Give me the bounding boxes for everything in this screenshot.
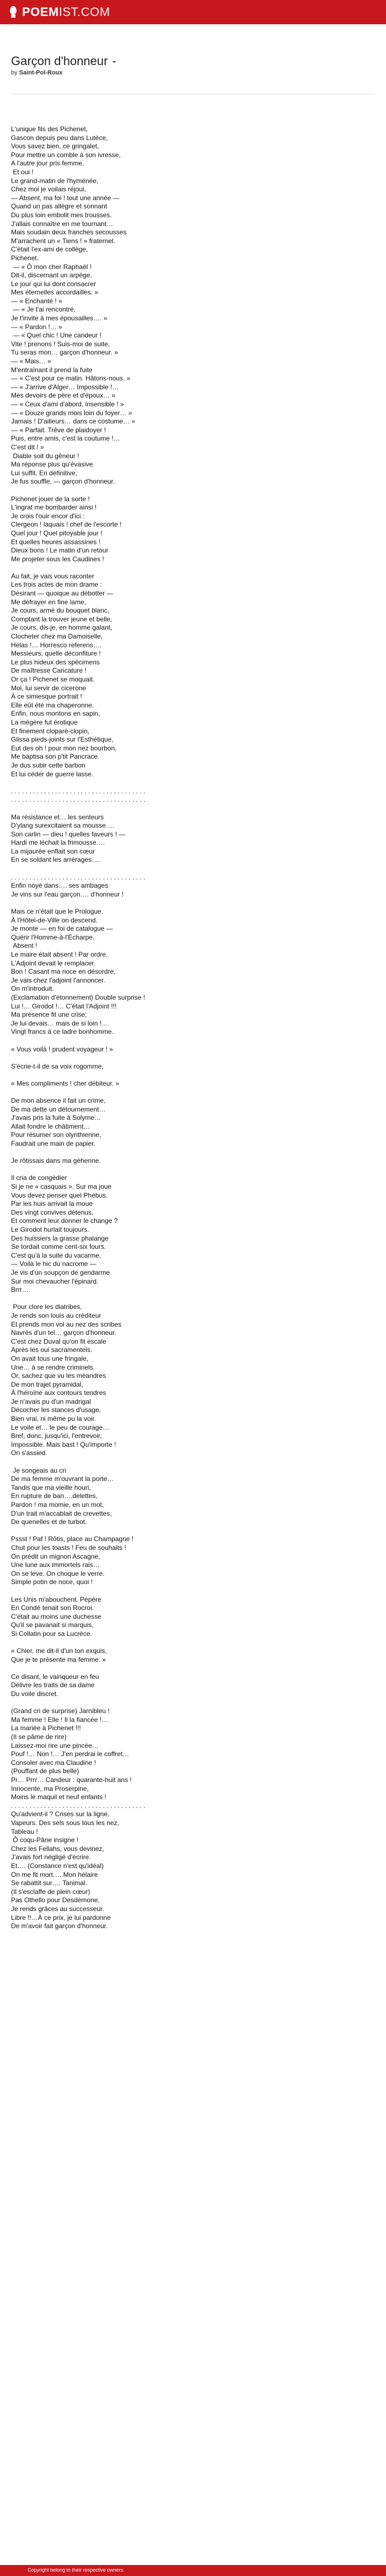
poem-stanza: Pichenet jouer de la sorte ! L'ingrat me bombarder ainsi ! Je crois l'ouir encor d'ici : Clergeon ! laquais ! chef de l'escorte ! Quel jour ! Quel pitoyable jour ! Et quelles heures assassines ! Dieux bons ! Le matin d'un retour Me projeter sous les Caudines ! bbox=[11, 495, 122, 563]
title-dash: - bbox=[112, 54, 116, 68]
poem-stanza: Je songeais au cri De ma femme m'ouvrant la porte… Tandis que ma vieille houri, En rupture de ban….delettes, Pardon ! ma momie, en un mot, D'un trait m'accablait de crevettes, De quenelles et de turbot. bbox=[11, 1466, 114, 1526]
logo-text bbox=[22, 5, 110, 19]
pen-nib-icon bbox=[8, 6, 19, 19]
logo-text-light: IST.COM bbox=[58, 5, 110, 19]
poem-stanza: . . . . . . . . . . . . . . . . . . . . . . . . . . . . . . . . . . . . . . . . . . . . . . . . . . . . . . . . . . . . . . . . . . . . . . . . . . bbox=[11, 787, 146, 804]
title-row bbox=[11, 54, 375, 68]
poem-stanza: Les Unis m'abouchent. Pépère En Condé tenait son Rocroi. C'était au moins une duchesse Qu'il se pavanait si marquis, Si Collatin pour sa Lucrèce. bbox=[11, 1595, 101, 1638]
copyright-text: Copyright belong to their respective owners bbox=[28, 2567, 124, 2573]
poem-stanza: Au fait, je vais vous raconter Les trois actes de mon drame : Désirant — quoique au débotter — Me défrayer en fine lame, Je cours, armé du bouquet blanc, Comptant la trouver jeune et belle, Je cours, dis-je, en homme galant, Clocheter chez ma Damoiselle, Hélas !… Horresco referens…. Messieurs, quelle déconfiture ! Le plus hideux des spécimens De maîtresse Caricature ! Or ça ! Pichenet se moquait. Moi, lui servir de cicerone À ce simiesque portrait ! Elle eût été ma chaperonne. Enfin, nous montons en sapin, La mégère fut érotique Et finement cloparé-clopin, Glissa pieds-joints sur l'Esthétique, Eut des oh ! pour mon nez bourbon, Me baptisa son p'tit Pancrace. Je dus subir cette barbon Et lui céder de guerre lasse. bbox=[11, 572, 117, 778]
site-logo[interactable] bbox=[8, 5, 110, 19]
poem-stanza: Mais ce n'était que le Prologue. À l'Hôtel-de-Ville on descend. Je monte — en foi de catalogue — Quérir l'Homme-à-l'Écharpe. Absent ! Le maire était absent ! Par ordre, L'Adjoint devait le remplacer. Bon ! Casant ma noce en désordre, Je vais chez l'adjoint l'annoncer. On m'introduit. (Exclamation d'étonnement) Double surprise ! Lui !… Girodot !… C'était l'Adjoint !!! Ma présence fit une crise; Je lui devais… mais de si loin !… Vingt francs à ce ladre bonhomme. bbox=[11, 908, 146, 1036]
poem-stanza: . . . . . . . . . . . . . . . . . . . . . . . . . . . . . . . . . . . . . Enfin noyé dans…. ses ambages Je vins sur l'eau garçon…. d'honneur ! bbox=[11, 873, 146, 898]
poem-stanza: Pour clore les diatribes, Je rends son louis au créditeur Et prends mon vol au nez des scribes Navrés d'un tel… garçon d'honneur. C'est chez Duval qu'on fit escale Après les oui sacramentels. On avait tous une fringale, Une… à se rendre criminels. Or, sachez que vu les méandres De mon trajet pyramidal, À l'héroïne aux contours tendres Je n'avais pu d'un madrigal Décocher les stances d'usage. Bien vrai, ni même pu la voir. Le voile et… le peu de courage… Bref, donc, jusqu'ici, l'entrevoir, Impossible. Mais bast ! Qu'importe ! On s'assied. bbox=[11, 1303, 122, 1457]
poem-stanza: Ma résistance et… les senteurs D'ylang surexcitaient sa mousse…. Son carlin — dieu ! quelles faveurs ! — Hardi me léchait la frimousse…. La mijaurée enflait son cœur En se soldant les arrérages…. bbox=[11, 813, 126, 864]
poem-stanza: « Vous voilà ! prudent voyageur ! » bbox=[11, 1045, 113, 1053]
poem-stanza: Je rôtissais dans ma géhenne. bbox=[11, 1157, 101, 1165]
poem-stanza: « Chier, me dit-il d'un ton exquis, Que je te présente ma femme. » bbox=[11, 1647, 107, 1663]
poem-stanza: (Grand cri de surprise) Jarnibleu ! Ma femme ! Elle ! Il la fiancée !… La mariée à Pichenet !!! (Il se pâme de rire) Laissez-moi rire une pincée… Pouf !… Non !… J'en perdrai le coffret… Consoler avec ma Claudine ! (Pouffant de plus belle) Pr… Prrr… Candeur : quarante-huit ans ! Innocente, ma Proserpine, Moins le maquil et neuf enfants ! . . . . . . . . . . . . . . . . . . . . . . . . . . . . . . . . . . . . . Qu'advient-il ? Crises sur la ligne, Vapeurs. Des sels sous tous les nez, Tableau ! Ô coqu-Pâne insigne ! Chez les Fellahs, vous devinez, J'avais fort négligé d'écrire. Et…. (Constance n'est qu'idéal) On me fit mort…. Mon hélaire Se rabattit sur…. Tanimal. (Il s'esclaffe de plein cœur) Pas Othello pour Desdémone, Je rends grâces au successeur. Libre !!…À ce prix, je lui pardonne De m'avoir fait garçon d'honneur. bbox=[11, 1707, 146, 1930]
poem-stanza: Ce disant, le vainqueur en feu Délivre les traits de sa dame Du voile discret. bbox=[11, 1672, 99, 1698]
poem-stanza: « Mes compliments ! cher débiteur. » bbox=[11, 1079, 120, 1087]
poem-stanza: De mon absence il fait un crime, De ma dette un détournement… J'avais pris la fuite à Solyme… Allait fondre le châtiment… Pour résumer son olynthienne, Faudrait une main de papier. bbox=[11, 1097, 106, 1148]
poem-stanza: Pssst ! Paf ! Rôtis, place au Champagne ! Chut pour les toasts ! Feu de souhaits ! On prédit un mignon Ascagne, Une lune aux immortels rais… On se lève. On choque le verre. Simple potin de noce, quoi ! bbox=[11, 1535, 134, 1586]
poem-stanza: Il cria de congédier Si je ne « casquais ». Sur ma joue Vous devez penser quel Phébus. Par les huis arrivait la moue Des vingt convives détenus. Et comment leur donner le change ? Le Girodot hurlait toujours. Des huissiers la grasse phalange Se tordait comme cent-six fours. C'est qu'à la suite du vacarme, — Voilà le hic du nacrome — Je vis d'un soupçon de gendarme Sur moi chevaucher l'épinard. Brrr…. bbox=[11, 1174, 118, 1294]
footer-bar bbox=[0, 2565, 386, 2576]
by-label: by bbox=[11, 69, 18, 76]
logo-text-bold: POEM bbox=[22, 5, 59, 19]
author-link[interactable]: Saint-Pol-Roux bbox=[19, 69, 63, 76]
poem-body bbox=[11, 125, 375, 1931]
poem-stanza: L'unique fils des Pichenet, Gascon depuis peu dans Lutèce, Vous savez bien, ce gringalet, Pour mettre un comble à son ivresse, A l'autre jour pris femme. Et oui ! Le grand-matin de l'hyménée, Chez moi je voilais réjoui, — Absent, ma foi ! tout une année — Quand un pas allègre et sonnant Du plus loin embolit mes trousses. J'allais connaître en me tournant… Mais soudain deux franches secousses M'arrachent un « Tiens ! » fraternel. C'était l'ex-ami de collège, Pichenet. — « Ô mon cher Raphaël ! Dit-il, discernant un arpège, Le jour qui lui dont consacrer Mes éternelles accordailles. » — « Enchanté ! » — « Je t'ai rencontré, Je t'invite à mes épousailles…. » — « Pardon !… » — « Quel chic ! Une candeur ! Vite ! prenons ! Suis-moi de suite, Tu seras mon… garçon d'honneur. » — « Mais… » M'entraînant il prend la fuite — « C'est pour ce matin. Hâtons-nous. » — « J'arrive d'Alger… Impossible !… Mes devoirs de père et d'époux… » — « Ceux d'ami d'abord, insensible ! » — « Douze grands mois loin du foyer… » Jamais ! D'ailleurs… dans ce costume… » — « Parfait. Trêve de plaidoyer ! Puis, entre amis, c'est la coutume !… C'est dit ! » Diable soit du gêneur ! Ma réponse plus qu'évasive Lui suffit. En définitive, Je fus souffle, — garçon d'honneur. bbox=[11, 125, 136, 486]
top-bar bbox=[0, 0, 386, 24]
poem-card bbox=[11, 54, 375, 2524]
poem-title: Garçon d'honneur bbox=[11, 54, 108, 68]
poem-stanza: S'écrie-t-il de sa voix rogomme, bbox=[11, 1062, 104, 1070]
byline bbox=[11, 69, 375, 76]
